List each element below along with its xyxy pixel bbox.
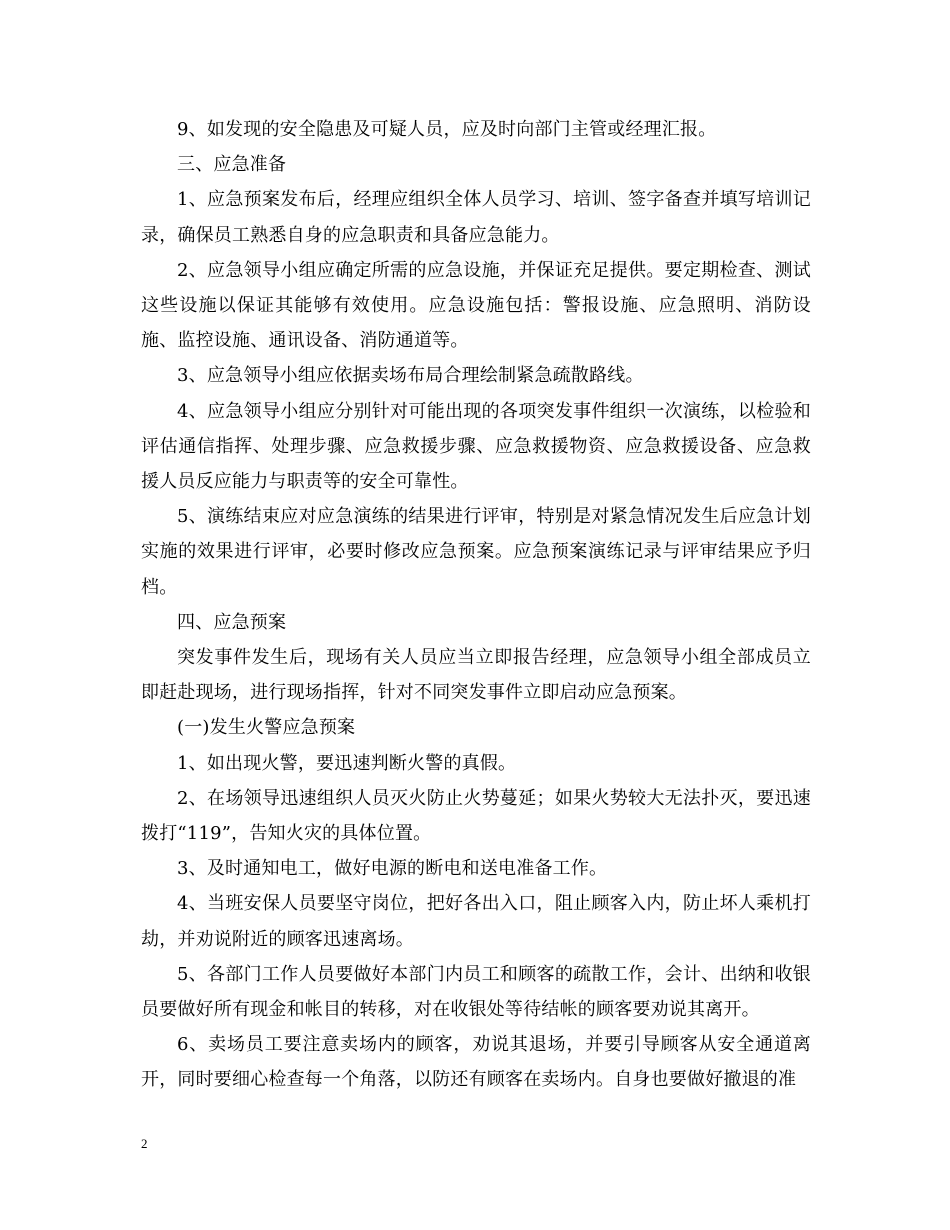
paragraph-fire-6: 6、卖场员工要注意卖场内的顾客，劝说其退场，并要引导顾客从安全通道离开，同时要细心检查每一个角落，以防还有顾客在卖场内。自身也要做好撤退的准 [141, 1034, 811, 1091]
paragraph-prep-1-training: 1、应急预案发布后，经理应组织全体人员学习、培训、签字备查并填写培训记录，确保员工熟悉自身的应急职责和具备应急能力。 [141, 189, 811, 246]
paragraph-prep-3-evacuation-route: 3、应急领导小组应依据卖场布局合理绘制紧急疏散路线。 [177, 365, 644, 387]
paragraph-prep-2-facilities: 2、应急领导小组应确定所需的应急设施，并保证充足提供。要定期检查、测试这些设施以保证其能够有效使用。应急设施包括：警报设施、应急照明、消防设施、监控设施、通讯设备、消防通道等。 [141, 259, 811, 352]
paragraph-prep-4-drill: 4、应急领导小组应分别针对可能出现的各项突发事件组织一次演练，以检验和评估通信指挥、处理步骤、应急救援步骤、应急救援物资、应急救援设备、应急救援人员反应能力与职责等的安全可靠性。 [141, 400, 811, 493]
subsection-heading-fire-plan: (一)发生火警应急预案 [177, 717, 356, 739]
paragraph-plan-intro: 突发事件发生后，现场有关人员应当立即报告经理，应急领导小组全部成员立即赶赴现场，进行现场指挥，针对不同突发事件立即启动应急预案。 [141, 647, 811, 704]
paragraph-prep-5-review: 5、演练结束应对应急演练的结果进行评审，特别是对紧急情况发生后应急计划实施的效果进行评审，必要时修改应急预案。应急预案演练记录与评审结果应予归档。 [141, 506, 811, 598]
paragraph-fire-2: 2、在场领导迅速组织人员灭火防止火势蔓延；如果火势较大无法扑灭，要迅速拨打“119”，告知火灾的具体位置。 [141, 787, 811, 845]
document-body [141, 112, 811, 1098]
paragraph-fire-3: 3、及时通知电工，做好电源的断电和送电准备工作。 [177, 858, 608, 880]
paragraph-fire-5: 5、各部门工作人员要做好本部门内员工和顾客的疏散工作，会计、出纳和收银员要做好所有现金和帐目的转移，对在收银处等待结帐的顾客要劝说其离开。 [141, 963, 811, 1021]
paragraph-item-9-report: 9、如发现的安全隐患及可疑人员，应及时向部门主管或经理汇报。 [177, 119, 717, 140]
section-heading-emergency-preparation: 三、应急准备 [177, 154, 287, 176]
paragraph-fire-4: 4、当班安保人员要坚守岗位，把好各出入口，阻止顾客入内，防止坏人乘机打劫，并劝说附近的顾客迅速离场。 [141, 893, 811, 950]
page-number: 2 [141, 1136, 148, 1151]
section-heading-emergency-plan: 四、应急预案 [177, 611, 287, 633]
paragraph-fire-1: 1、如出现火警，要迅速判断火警的真假。 [177, 752, 517, 774]
